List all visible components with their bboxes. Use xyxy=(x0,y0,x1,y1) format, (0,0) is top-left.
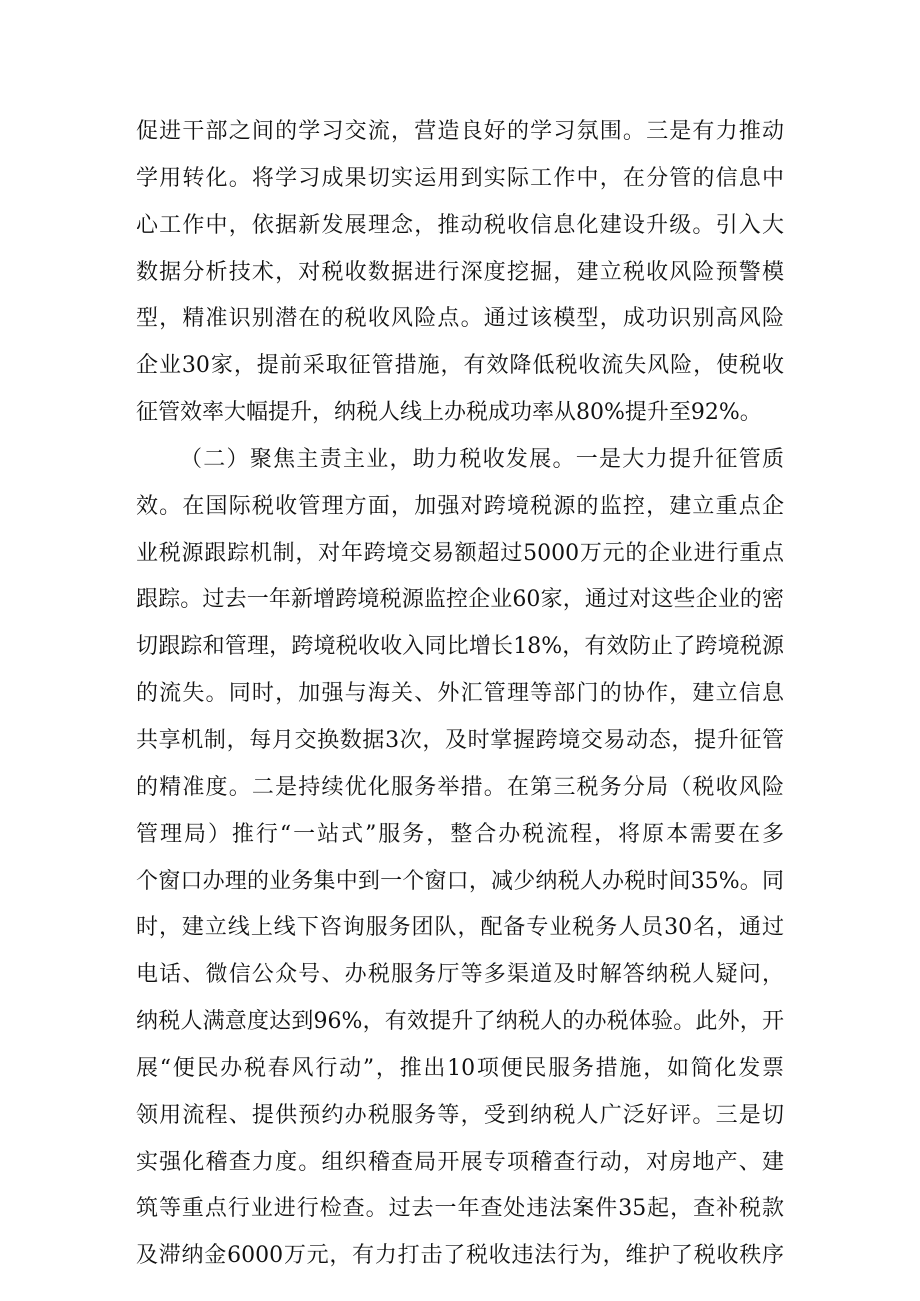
text-line: 及滞纳金6000万元，有力打击了税收违法行为，维护了税收秩序 xyxy=(136,1243,784,1269)
text-line: 展“便民办税春风行动”，推出10项便民服务措施，如简化发票 xyxy=(136,1055,784,1081)
text-line: 学用转化。将学习成果切实运用到实际工作中，在分管的信息中 xyxy=(136,165,784,191)
text-line: 效。在国际税收管理方面，加强对跨境税源的监控，建立重点企 xyxy=(136,493,784,519)
body-text xyxy=(136,110,784,1281)
text-line: 纳税人满意度达到96%，有效提升了纳税人的办税体验。此外，开 xyxy=(136,1009,784,1035)
text-line: 促进干部之间的学习交流，营造良好的学习氛围。三是有力推动 xyxy=(136,119,784,144)
text-line: 的精准度。二是持续优化服务举措。在第三税务分局（税收风险 xyxy=(136,774,784,800)
section-heading-line: （二）聚焦主责主业，助力税收发展。一是大力提升征管质 xyxy=(180,446,784,472)
text-line: 切跟踪和管理，跨境税收收入同比增长18%，有效防止了跨境税源 xyxy=(136,634,784,660)
text-line: 电话、微信公众号、办税服务厅等多渠道及时解答纳税人疑问， xyxy=(136,962,784,988)
text-line: 领用流程、提供预约办税服务等，受到纳税人广泛好评。三是切 xyxy=(136,1102,784,1128)
text-line: 数据分析技术，对税收数据进行深度挖掘，建立税收风险预警模 xyxy=(136,259,784,285)
text-line: 征管效率大幅提升，纳税人线上办税成功率从80%提升至92%。 xyxy=(136,400,762,426)
text-line: 管理局）推行“一站式”服务，整合办税流程，将原本需要在多 xyxy=(136,821,784,847)
text-line: 型，精准识别潜在的税收风险点。通过该模型，成功识别高风险 xyxy=(136,306,784,332)
text-line: 的流失。同时，加强与海关、外汇管理等部门的协作，建立信息 xyxy=(136,681,784,707)
text-line: 个窗口办理的业务集中到一个窗口，减少纳税人办税时间35%。同 xyxy=(136,868,784,894)
text-line: 共享机制，每月交换数据3次，及时掌握跨境交易动态，提升征管 xyxy=(136,727,784,753)
text-line: 时，建立线上线下咨询服务团队，配备专业税务人员30名，通过 xyxy=(136,915,784,941)
text-line: 企业30家，提前采取征管措施，有效降低税收流失风险，使税收 xyxy=(136,353,784,379)
text-line: 业税源跟踪机制，对年跨境交易额超过5000万元的企业进行重点 xyxy=(136,540,784,566)
text-line: 跟踪。过去一年新增跨境税源监控企业60家，通过对这些企业的密 xyxy=(136,587,784,613)
text-line: 筑等重点行业进行检查。过去一年查处违法案件35起，查补税款 xyxy=(136,1196,784,1222)
text-line: 实强化稽查力度。组织稽查局开展专项稽查行动，对房地产、建 xyxy=(136,1149,784,1175)
text-line: 心工作中，依据新发展理念，推动税收信息化建设升级。引入大 xyxy=(136,212,784,238)
